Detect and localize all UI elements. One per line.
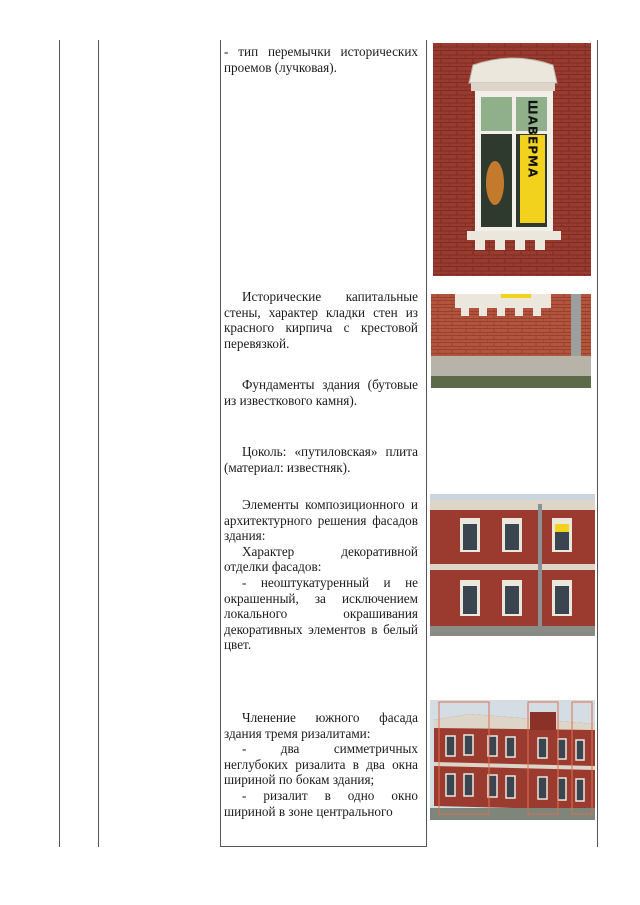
text-walls <box>224 289 418 351</box>
text-elements <box>224 497 418 653</box>
paragraph-decor-title: Характер декоративной отделки фасадов: <box>224 543 418 575</box>
photo-south-facade <box>430 700 595 820</box>
paragraph-foundation: Фундаменты здания (бутовые из известкового камня). <box>224 377 418 408</box>
table-line-left <box>59 40 60 847</box>
text-plinth <box>224 444 418 475</box>
paragraph-lintel: - тип перемычки исторических проемов (лучковая). <box>224 44 418 75</box>
paragraph-elements: Элементы композиционного и архитектурного решения фасадов здания: <box>224 497 418 544</box>
text-lintel <box>224 44 418 75</box>
photo-window-lintel <box>433 43 591 276</box>
text-foundation <box>224 377 418 408</box>
paragraph-walls: Исторические капитальные стены, характер кладки стен из красного кирпича с крестовой перевязкой. <box>224 289 418 351</box>
table-line-col2 <box>98 40 99 847</box>
table-line-col3 <box>220 40 221 847</box>
window-sign-label: ШАВЕРМА <box>525 99 540 179</box>
text-division <box>224 710 418 819</box>
paragraph-division-item2: - ризалит в одно окно шириной в зоне центрального <box>224 787 418 819</box>
table-line-right <box>597 40 598 847</box>
photo-facade-fragment <box>430 494 595 636</box>
table-bottom-line <box>220 846 426 847</box>
paragraph-division: Членение южного фасада здания тремя ризалитами: <box>224 710 418 741</box>
paragraph-division-item1: - два симметричных неглубоких ризалита в два окна шириной по бокам здания; <box>224 741 418 788</box>
table-line-col4 <box>426 40 427 847</box>
paragraph-plinth: Цоколь: «путиловская» плита (материал: известняк). <box>224 444 418 475</box>
paragraph-decor-item: - неоштукатуренный и не окрашенный, за исключением локального окрашивания декоративных элементов в белый цвет. <box>224 574 418 653</box>
photo-wall-masonry <box>431 294 591 388</box>
